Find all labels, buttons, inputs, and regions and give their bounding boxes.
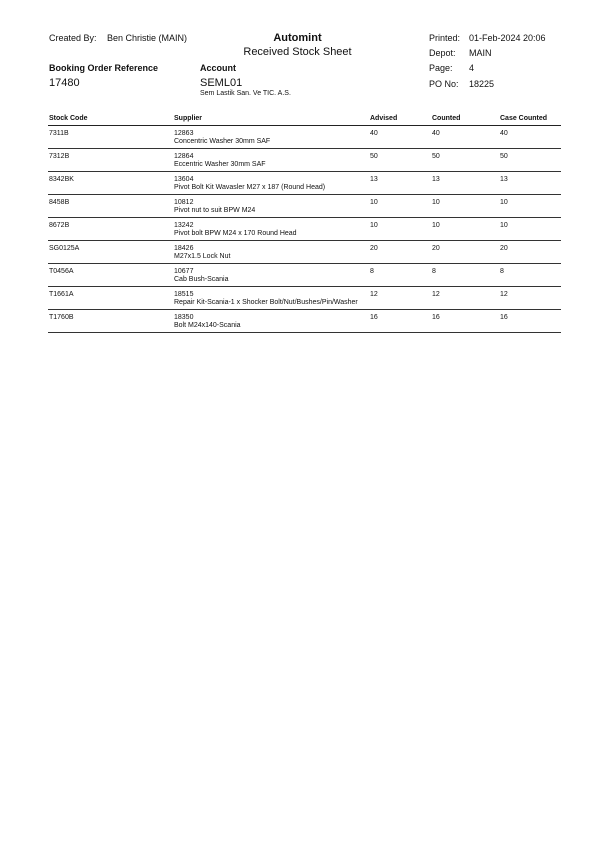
stock-code-cell: 7311B xyxy=(49,130,69,137)
booking-ref-label: Booking Order Reference xyxy=(49,63,159,73)
created-by-label: Created By: xyxy=(49,33,97,43)
col-stock-code: Stock Code xyxy=(49,115,88,122)
counted-cell: 20 xyxy=(432,245,440,252)
advised-cell: 10 xyxy=(370,222,378,229)
stock-code-cell: T0456A xyxy=(49,268,74,275)
page-label: Page: xyxy=(429,63,453,73)
table-row xyxy=(48,149,561,172)
stock-code-cell: SG0125A xyxy=(49,245,80,252)
counted-cell: 8 xyxy=(432,268,436,275)
case-counted-cell: 16 xyxy=(500,314,508,321)
advised-cell: 10 xyxy=(370,199,378,206)
description-cell: Concentric Washer 30mm SAF xyxy=(174,138,271,145)
case-counted-cell: 20 xyxy=(500,245,508,252)
supplier-cell: 18515 xyxy=(174,291,194,298)
supplier-cell: 10812 xyxy=(174,199,194,206)
supplier-cell: 13242 xyxy=(174,222,194,229)
stock-code-cell: T1661A xyxy=(49,291,74,298)
counted-cell: 13 xyxy=(432,176,440,183)
description-cell: Pivot bolt BPW M24 x 170 Round Head xyxy=(174,230,297,237)
booking-ref-value: 17480 xyxy=(49,77,80,89)
case-counted-cell: 40 xyxy=(500,130,508,137)
table-row xyxy=(48,218,561,241)
stock-code-cell: 7312B xyxy=(49,153,70,160)
advised-cell: 12 xyxy=(370,291,378,298)
case-counted-cell: 10 xyxy=(500,199,508,206)
advised-cell: 40 xyxy=(370,130,378,137)
supplier-cell: 12863 xyxy=(174,130,194,137)
table-row xyxy=(48,195,561,218)
advised-cell: 50 xyxy=(370,153,378,160)
table-row xyxy=(48,310,561,333)
page-value: 4 xyxy=(469,63,475,73)
account-code: SEML01 xyxy=(200,77,243,89)
advised-cell: 16 xyxy=(370,314,378,321)
case-counted-cell: 12 xyxy=(500,291,508,298)
description-cell: Repair Kit-Scania-1 x Shocker Bolt/Nut/Bushes/Pin/Washer xyxy=(174,299,358,306)
depot-value: MAIN xyxy=(469,48,492,58)
col-supplier: Supplier xyxy=(174,115,203,122)
col-advised: Advised xyxy=(370,115,398,122)
table-header xyxy=(48,114,561,126)
printed-label: Printed: xyxy=(429,33,461,43)
description-cell: Pivot nut to suit BPW M24 xyxy=(174,207,256,214)
table-row xyxy=(48,287,561,310)
advised-cell: 13 xyxy=(370,176,378,183)
supplier-cell: 18426 xyxy=(174,245,194,252)
description-cell: Bolt M24x140-Scania xyxy=(174,322,241,329)
description-cell: Pivot Bolt Kit Wavasler M27 x 187 (Round Head) xyxy=(174,184,326,191)
advised-cell: 8 xyxy=(370,268,374,275)
col-case-counted: Case Counted xyxy=(500,115,548,122)
counted-cell: 12 xyxy=(432,291,440,298)
counted-cell: 16 xyxy=(432,314,440,321)
case-counted-cell: 13 xyxy=(500,176,508,183)
table-row xyxy=(48,264,561,287)
created-by-value: Ben Christie (MAIN) xyxy=(107,33,188,43)
counted-cell: 10 xyxy=(432,222,440,229)
table-row xyxy=(48,241,561,264)
po-label: PO No: xyxy=(429,79,459,89)
po-value: 18225 xyxy=(469,79,495,89)
supplier-cell: 12864 xyxy=(174,153,194,160)
account-name: Sem Lastik San. Ve TIC. A.S. xyxy=(200,90,291,97)
stock-code-cell: T1760B xyxy=(49,314,74,321)
case-counted-cell: 8 xyxy=(500,268,504,275)
supplier-cell: 10677 xyxy=(174,268,194,275)
table-row xyxy=(48,172,561,195)
advised-cell: 20 xyxy=(370,245,378,252)
company-name: Automint xyxy=(273,32,322,44)
printed-value: 01-Feb-2024 20:06 xyxy=(469,33,546,43)
col-counted: Counted xyxy=(432,115,461,122)
sheet-title: Received Stock Sheet xyxy=(243,46,352,58)
account-label: Account xyxy=(200,63,236,73)
stock-code-cell: 8458B xyxy=(49,199,70,206)
stock-code-cell: 8672B xyxy=(49,222,70,229)
stock-code-cell: 8342BK xyxy=(49,176,74,183)
case-counted-cell: 50 xyxy=(500,153,508,160)
description-cell: M27x1.5 Lock Nut xyxy=(174,253,231,260)
supplier-cell: 18350 xyxy=(174,314,194,321)
counted-cell: 50 xyxy=(432,153,440,160)
case-counted-cell: 10 xyxy=(500,222,508,229)
description-cell: Cab Bush-Scania xyxy=(174,276,229,283)
received-stock-table xyxy=(48,114,561,333)
supplier-cell: 13604 xyxy=(174,176,194,183)
counted-cell: 10 xyxy=(432,199,440,206)
description-cell: Eccentric Washer 30mm SAF xyxy=(174,161,266,168)
table-row xyxy=(48,126,561,149)
depot-label: Depot: xyxy=(429,48,456,58)
counted-cell: 40 xyxy=(432,130,440,137)
